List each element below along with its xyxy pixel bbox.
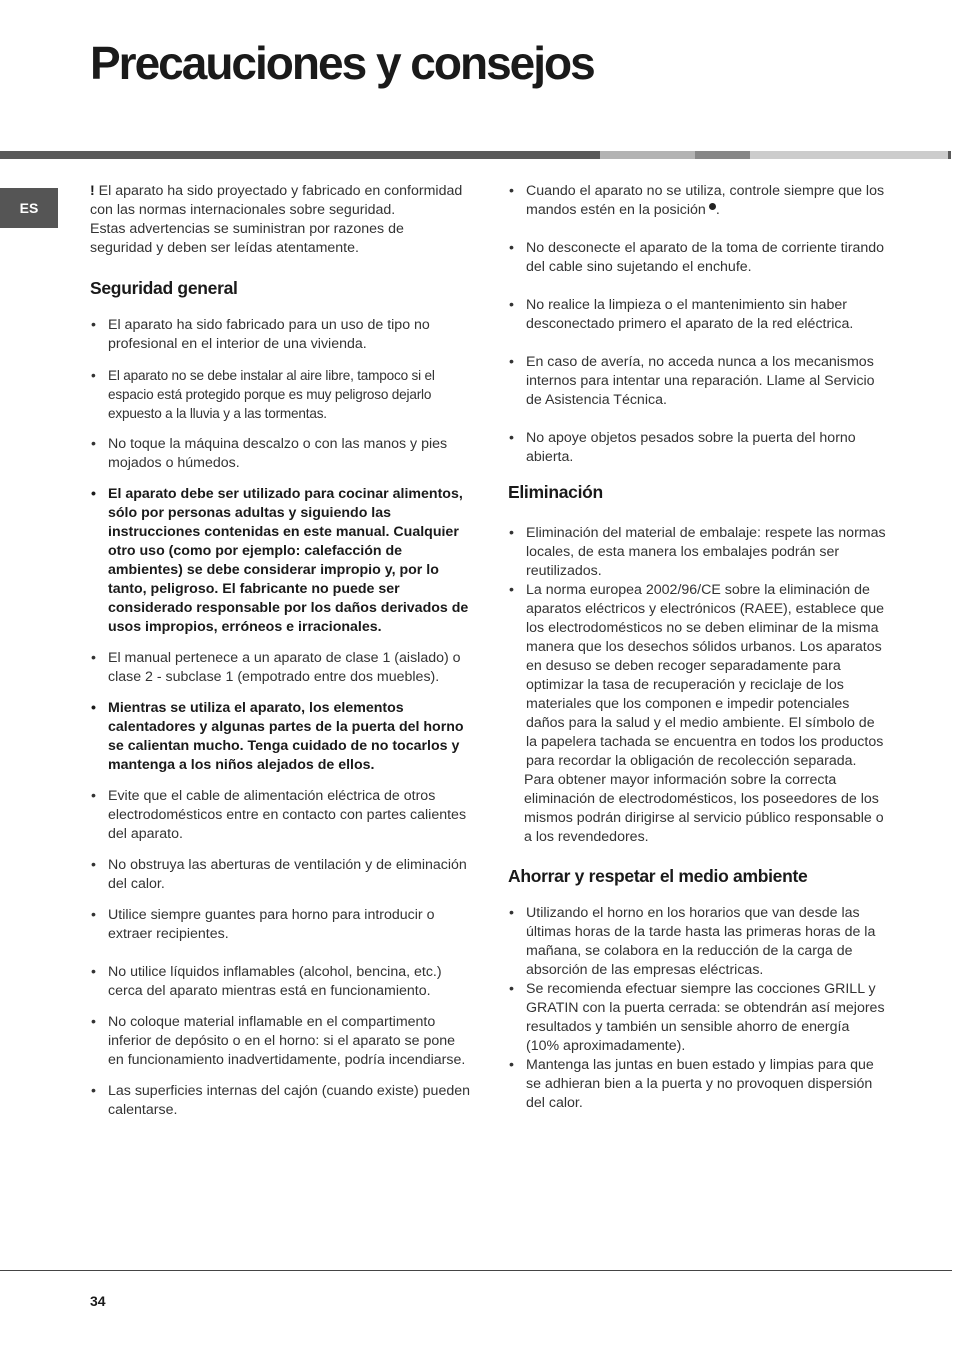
list-item: • El aparato no se debe instalar al aire libre, tampoco si el espacio está protegido porque es muy peligroso dejarlo expuesto a la lluvia y a las tormentas. [90, 366, 470, 423]
list-item: • Utilizando el horno en los horarios que van desde las últimas horas de la tarde hasta las primeras horas de la mañana, se colabora en la reducción de la carga de absorción de las empresas eléctricas. [508, 904, 886, 980]
list-item: • No apoye objetos pesados sobre la puerta del horno abierta. [508, 429, 886, 467]
footer-divider [0, 1270, 952, 1271]
section-heading-disposal: Eliminación [508, 482, 603, 502]
list-item: • Mientras se utiliza el aparato, los elementos calentadores y algunas partes de la puerta del horno se calientan mucho. Tenga cuidado de no tocarlos y mantenga a los niños alejados de ellos. [90, 699, 470, 775]
usage-list [508, 182, 886, 467]
list-item: • Utilice siempre guantes para horno para introducir o extraer recipientes. [90, 906, 470, 944]
environment-list [508, 904, 886, 1113]
intro-paragraph [90, 182, 470, 220]
list-item: • En caso de avería, no acceda nunca a los mecanismos internos para intentar una reparación. Llame al Servicio de Asistencia Técnica. [508, 353, 886, 410]
disposal-list [508, 524, 886, 771]
header-bar-dark [0, 151, 600, 159]
knob-off-position-icon [709, 203, 716, 210]
right-column [508, 182, 886, 1113]
list-item: • No coloque material inflamable en el compartimento inferior de depósito o en el horno: si el aparato se pone en funcionamiento inadvertidamente, podría incendiarse. [90, 1013, 470, 1070]
header-bar-mid [695, 151, 750, 159]
language-tab: ES [0, 188, 58, 228]
header-bar-light [600, 151, 695, 159]
list-item-end: . [715, 202, 720, 218]
list-item: • No desconecte el aparato de la toma de corriente tirando del cable sino sujetando el enchufe. [508, 239, 886, 277]
list-item: • No realice la limpieza o el mantenimiento sin haber desconectado primero el aparato de la red eléctrica. [508, 296, 886, 334]
left-column [90, 182, 470, 1120]
header-bar-end [948, 151, 951, 159]
section-heading-general-safety: Seguridad general [90, 278, 238, 298]
list-item: • La norma europea 2002/96/CE sobre la eliminación de aparatos eléctricos y electrónicos (RAEE), establece que los electrodomésticos no se deben eliminar de la misma manera que los desechos sólidos urbanos. Los aparatos en desuso se deben recoger separadamente para optimizar la tasa de recuperación y reciclaje de los materiales que los componen e impedir potenciales daños para la salud y el medio ambiente. El símbolo de la papelera tachada se encuentra en todos los productos para recordar la obligación de recolección separada. [508, 581, 886, 771]
list-item: • El aparato debe ser utilizado para cocinar alimentos, sólo por personas adultas y siguiendo las instrucciones contenidas en este manual. Cualquier otro uso (como por ejemplo: calefacción de ambientes) se debe considerar impropio y, por lo tanto, peligroso. El fabricante no puede ser considerado responsable por los daños derivados de usos impropios, erróneos e irracionales. [90, 485, 470, 637]
list-item [508, 182, 886, 220]
list-item: • No obstruya las aberturas de ventilación y de eliminación del calor. [90, 856, 470, 894]
page-title: Precauciones y consejos [90, 37, 594, 89]
list-item-text: Cuando el aparato no se utiliza, controle siempre que los mandos estén en la posición [526, 183, 885, 218]
list-item: • El aparato ha sido fabricado para un uso de tipo no profesional en el interior de una vivienda. [90, 316, 470, 354]
general-safety-list [90, 316, 470, 1120]
list-item: • Mantenga las juntas en buen estado y limpias para que se adhieran bien a la puerta y no provoquen dispersión del calor. [508, 1056, 886, 1113]
list-item: • El manual pertenece a un aparato de clase 1 (aislado) o clase 2 - subclase 1 (empotrado entre dos muebles). [90, 649, 470, 687]
page-number: 34 [90, 1293, 106, 1309]
list-item: • No utilice líquidos inflamables (alcohol, bencina, etc.) cerca del aparato mientras está en funcionamiento. [90, 963, 470, 1001]
list-item: • No toque la máquina descalzo o con las manos y pies mojados o húmedos. [90, 435, 470, 473]
list-item: • Eliminación del material de embalaje: respete las normas locales, de esta manera los embalajes podrán ser reutilizados. [508, 524, 886, 581]
section-heading-environment: Ahorrar y respetar el medio ambiente [508, 866, 808, 886]
warning-mark: ! [90, 183, 95, 199]
list-item: • Evite que el cable de alimentación eléctrica de otros electrodomésticos entre en contacto con partes calientes del aparato. [90, 787, 470, 844]
list-item: • Las superficies internas del cajón (cuando existe) pueden calentarse. [90, 1082, 470, 1120]
header-bar-pale [750, 151, 948, 159]
list-item: • Se recomienda efectuar siempre las cocciones GRILL y GRATIN con la puerta cerrada: se obtendrán así mejores resultados y también un sensible ahorro de energía (10% aproximadamente). [508, 980, 886, 1056]
intro-note: Estas advertencias se suministran por razones de seguridad y deben ser leídas atentamente. [90, 221, 404, 256]
intro-text: El aparato ha sido proyectado y fabricado en conformidad con las normas internacionales sobre seguridad. [90, 183, 463, 218]
disposal-extra-info: Para obtener mayor información sobre la correcta eliminación de electrodomésticos, los poseedores de los mismos podrán dirigirse al servicio público responsable o a los revendedores. [524, 772, 884, 845]
